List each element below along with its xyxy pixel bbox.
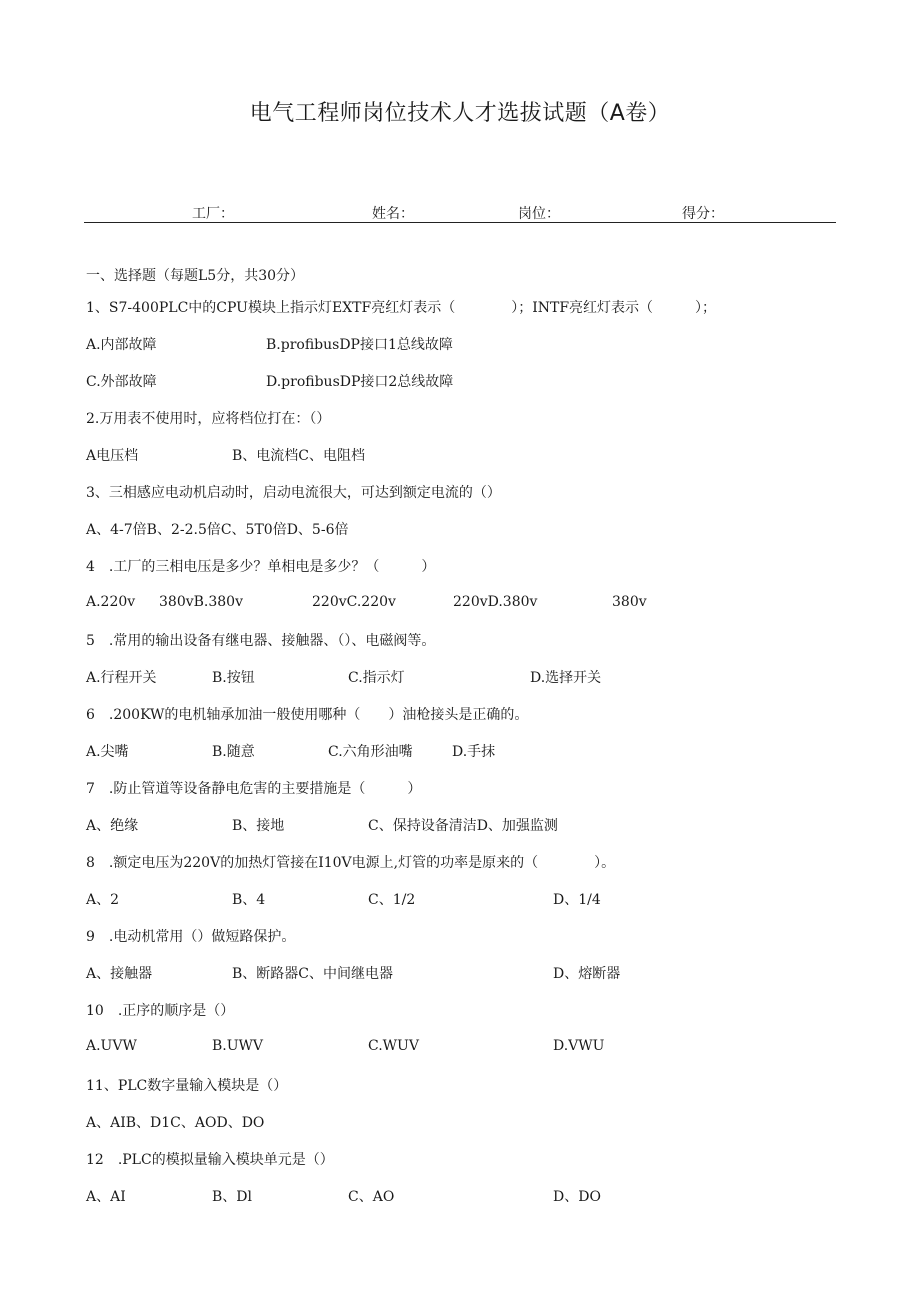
question-12-stem: 12 .PLC的模拟量输入模块单元是（）: [86, 1152, 334, 1168]
question-1-option-c[interactable]: C.外部故障: [86, 374, 157, 390]
question-5-stem: 5 .常用的输出设备有继电器、接触器、（）、电磁阀等。: [86, 633, 436, 649]
question-8-stem: 8 .额定电压为220V的加热灯管接在I10V电源上,灯管的功率是原来的（ ）。: [86, 855, 616, 871]
question-4-option-part-1[interactable]: A.220v: [86, 594, 136, 610]
question-10-option-b[interactable]: B.UWV: [212, 1038, 264, 1054]
exam-title: 电气工程师岗位技术人才选拔试题（A卷）: [249, 101, 671, 126]
question-8-option-a[interactable]: A、2: [86, 892, 120, 908]
question-7-option-b[interactable]: B、接地: [232, 818, 285, 834]
question-2-option-a[interactable]: A电压档: [86, 448, 139, 464]
question-4-option-part-3[interactable]: 220vC.220v: [312, 594, 396, 610]
question-9-options-bc[interactable]: B、断路器C、中间继电器: [232, 966, 393, 982]
question-6-option-a[interactable]: A.尖嘴: [86, 744, 129, 760]
question-8-option-b[interactable]: B、4: [232, 892, 266, 908]
question-6-stem: 6 .200KW的电机轴承加油一般使用哪种（ ）油枪接头是正确的。: [86, 707, 529, 723]
question-8-option-c[interactable]: C、1/2: [368, 892, 416, 908]
question-12-option-b[interactable]: B、Dl: [212, 1189, 252, 1205]
question-7-option-a[interactable]: A、绝缘: [86, 818, 139, 834]
question-8-option-d[interactable]: D、1/4: [553, 892, 601, 908]
question-5-option-c[interactable]: C.指示灯: [348, 670, 405, 686]
question-11-stem: 11、PLC数字量输入模块是（）: [86, 1078, 288, 1094]
question-1-option-d[interactable]: D.profibusDP接口2总线故障: [266, 374, 454, 390]
question-2-stem: 2.万用表不使用时，应将档位打在：（）: [86, 411, 331, 427]
question-7-options-cd[interactable]: C、保持设备清洁D、加强监测: [368, 818, 558, 834]
factory-field[interactable]: 工厂：: [192, 206, 234, 222]
question-9-stem: 9 .电动机常用（）做短路保护。: [86, 929, 296, 945]
name-field[interactable]: 姓名：: [372, 206, 414, 222]
question-6-option-d[interactable]: D.手抹: [452, 744, 496, 760]
question-4-option-part-2[interactable]: 380vB.380v: [159, 594, 243, 610]
question-9-option-d[interactable]: D、熔断器: [553, 966, 621, 982]
question-2-options-bc[interactable]: B、电流档C、电阻档: [232, 448, 365, 464]
question-10-option-c[interactable]: C.WUV: [368, 1038, 419, 1054]
question-3-options[interactable]: A、4-7倍B、2-2.5倍C、5T0倍D、5-6倍: [86, 522, 349, 538]
question-6-option-c[interactable]: C.六角形油嘴: [328, 744, 413, 760]
question-4-option-part-4[interactable]: 220vD.380v: [453, 594, 538, 610]
question-5-option-d[interactable]: D.选择开关: [530, 670, 602, 686]
question-7-stem: 7 .防止管道等设备静电危害的主要措施是（ ）: [86, 781, 422, 797]
position-field[interactable]: 岗位：: [518, 206, 560, 222]
question-10-stem: 10 .正序的顺序是（）: [86, 1003, 235, 1019]
question-1-option-a[interactable]: A.内部故障: [86, 337, 157, 353]
question-10-option-a[interactable]: A.UVW: [86, 1038, 137, 1054]
section-heading: 一、选择题（每题L5分，共30分）: [86, 268, 305, 284]
question-6-option-b[interactable]: B.随意: [212, 744, 255, 760]
score-field[interactable]: 得分：: [682, 206, 724, 222]
question-12-option-d[interactable]: D、DO: [553, 1189, 601, 1205]
question-9-option-a[interactable]: A、接触器: [86, 966, 153, 982]
question-10-option-d[interactable]: D.VWU: [553, 1038, 605, 1054]
question-4-option-part-5[interactable]: 380v: [612, 594, 647, 610]
question-12-option-a[interactable]: A、AI: [86, 1189, 126, 1205]
question-4-stem: 4 .工厂的三相电压是多少？单相电是多少？（ ）: [86, 559, 436, 575]
question-5-option-b[interactable]: B.按钮: [212, 670, 255, 686]
question-1-option-b[interactable]: B.profibusDP接口1总线故障: [266, 337, 453, 353]
question-3-stem: 3、三相感应电动机启动时，启动电流很大，可达到额定电流的（）: [86, 485, 501, 501]
question-11-options[interactable]: A、AIB、D1C、AOD、DO: [86, 1115, 265, 1131]
question-5-option-a[interactable]: A.行程开关: [86, 670, 157, 686]
question-1-stem: 1、S7-400PLC中的CPU模块上指示灯EXTF亮红灯表示（ ）；INTF亮红灯表示（ ）；: [86, 300, 717, 316]
candidate-info-row: [84, 202, 836, 223]
question-12-option-c[interactable]: C、AO: [348, 1189, 395, 1205]
